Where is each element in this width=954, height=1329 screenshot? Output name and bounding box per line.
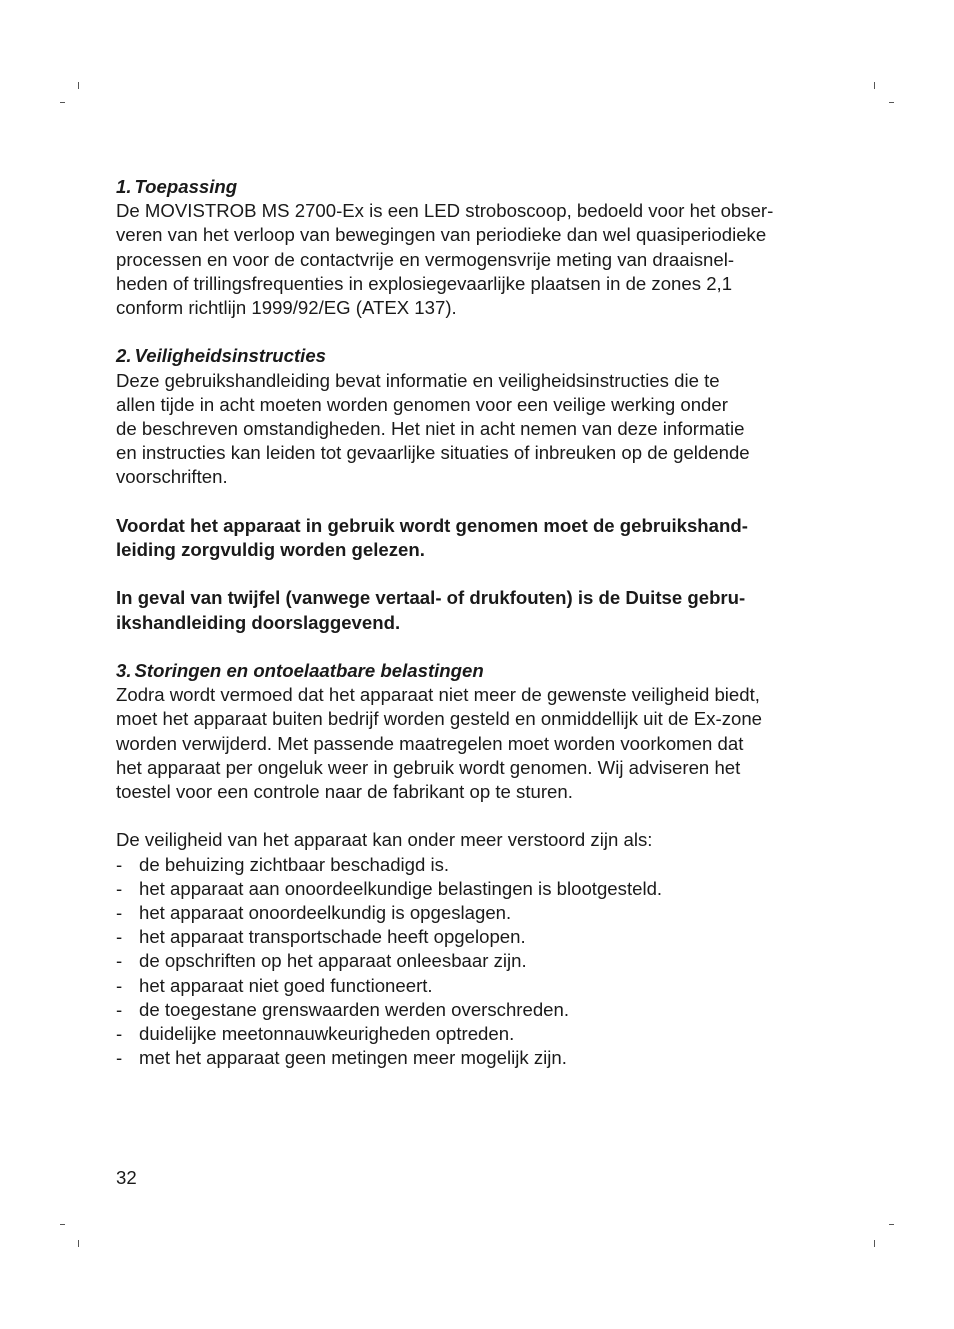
section-number: 3. [116,660,132,681]
section-number: 1. [116,176,132,197]
list-marker: - [116,926,123,948]
text-line: ikshandleiding doorslaggevend. [116,611,401,633]
crop-mark [78,1240,79,1247]
text-line: toestel voor een controle naar de fabrikant op te sturen. [116,781,573,803]
section-title: Toepassing [134,176,238,197]
section-title: Storingen en ontoelaatbare belastingen [134,660,484,681]
list-item [116,1022,836,1046]
crop-mark [874,82,875,89]
section-heading [116,344,836,368]
list-item-text: de opschriften op het apparaat onleesbaar zijn. [139,950,527,972]
paragraph [116,369,836,490]
list-item-text: het apparaat transportschade heeft opgelopen. [139,926,526,948]
list-item-text: met het apparaat geen metingen meer mogelijk zijn. [139,1047,567,1069]
list-marker: - [116,950,123,972]
crop-mark [60,102,65,103]
crop-mark [874,1240,875,1247]
text-line: De veiligheid van het apparaat kan onder meer verstoord zijn als: [116,829,653,851]
section-toepassing [116,175,836,320]
section-storingen [116,659,836,1070]
list-intro [116,828,836,852]
list-marker: - [116,1023,123,1045]
list-item-text: duidelijke meetonnauwkeurigheden optreden. [139,1023,515,1045]
section-title: Veiligheidsinstructies [134,345,327,367]
paragraph [116,199,836,320]
list-item [116,853,836,877]
list-item [116,1046,836,1070]
text-line: het apparaat per ongeluk weer in gebruik wordt genomen. Wij adviseren het [116,756,741,778]
list-item-text: het apparaat onoordeelkundig is opgeslagen. [139,902,512,924]
text-line: Zodra wordt vermoed dat het apparaat niet meer de gewenste veiligheid biedt, [116,684,760,706]
list-item-text: het apparaat niet goed functioneert. [139,974,433,996]
condition-list [116,853,836,1071]
text-line: en instructies kan leiden tot gevaarlijke situaties of inbreuken op de geldende [116,442,750,464]
list-item-text: de behuizing zichtbaar beschadigd is. [139,853,450,875]
crop-mark [60,1224,65,1225]
list-item [116,949,836,973]
text-line: voorschriften. [116,466,228,488]
list-item [116,974,836,998]
crop-mark [78,82,79,89]
section-heading [116,659,836,683]
list-item [116,925,836,949]
paragraph [116,683,836,804]
list-marker: - [116,877,123,899]
list-item-text: het apparaat aan onoordeelkundige belastingen is blootgesteld. [139,877,663,899]
list-item [116,877,836,901]
list-marker: - [116,853,123,875]
text-line: conform richtlijn 1999/92/EG (ATEX 137). [116,297,457,319]
text-line: Voordat het apparaat in gebruik wordt genomen moet de gebruikshand- [116,514,748,536]
crop-mark [889,1224,894,1225]
section-number: 2. [116,345,132,367]
section-veiligheidsinstructies [116,344,836,634]
list-item-text: de toegestane grenswaarden werden overschreden. [139,998,570,1020]
text-line: leiding zorgvuldig worden gelezen. [116,539,425,561]
text-line: veren van het verloop van bewegingen van periodieke dan wel quasiperiodieke [116,224,767,246]
text-line: moet het apparaat buiten bedrijf worden gesteld en onmiddellijk uit de Ex-zone [116,708,763,730]
text-line: heden of trillingsfrequenties in explosiegevaarlijke plaatsen in de zones 2,1 [116,272,733,294]
crop-mark [889,102,894,103]
section-heading [116,175,836,199]
document-body [116,175,836,1070]
warning-paragraph [116,514,836,562]
text-line: Deze gebruikshandleiding bevat informatie en veiligheidsinstructies die te [116,369,720,391]
list-marker: - [116,998,123,1020]
warning-paragraph [116,586,836,634]
page-number: 32 [116,1167,137,1188]
list-marker: - [116,1047,123,1069]
text-line: de beschreven omstandigheden. Het niet in acht nemen van deze informatie [116,418,745,440]
text-line: De MOVISTROB MS 2700-Ex is een LED stroboscoop, bedoeld voor het obser- [116,200,774,222]
text-line: worden verwijderd. Met passende maatregelen moet worden voorkomen dat [116,732,744,754]
list-item [116,998,836,1022]
list-item [116,901,836,925]
text-line: In geval van twijfel (vanwege vertaal- of drukfouten) is de Duitse gebru- [116,587,746,609]
list-marker: - [116,974,123,996]
list-marker: - [116,902,123,924]
text-line: allen tijde in acht moeten worden genomen voor een veilige werking onder [116,393,728,415]
text-line: processen en voor de contactvrije en vermogensvrije meting van draaisnel- [116,248,735,270]
